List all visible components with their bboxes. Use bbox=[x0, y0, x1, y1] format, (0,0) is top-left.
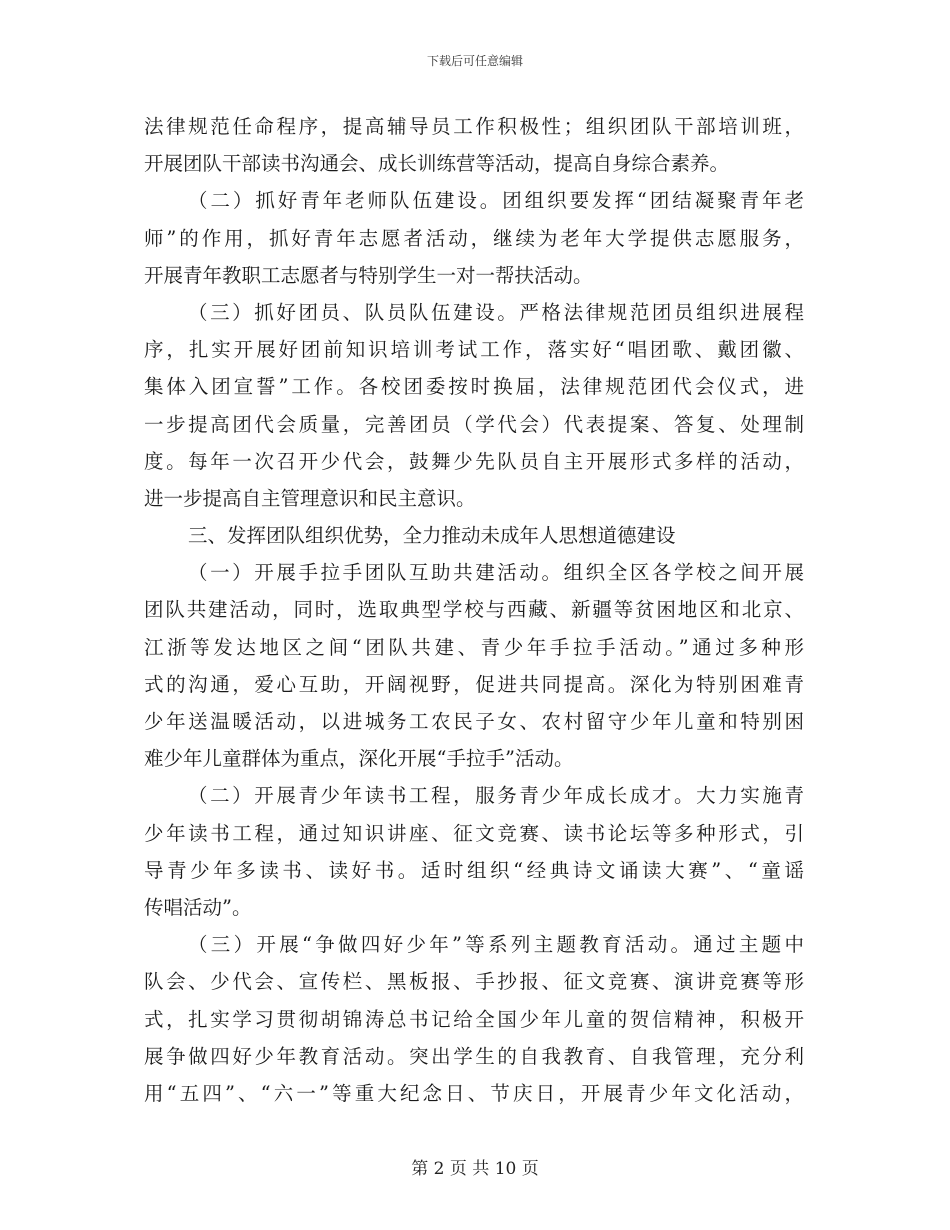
text-line: 式，扎实学习贯彻胡锦涛总书记给全国少年儿童的贺信精神，积极开 bbox=[144, 1007, 804, 1031]
text-line: 团队共建活动，同时，选取典型学校与西藏、新疆等贫困地区和北京、 bbox=[144, 598, 804, 622]
text-line: 开展青年教职工志愿者与特别学生一对一帮扶活动。 bbox=[144, 263, 593, 287]
text-line: （三）抓好团员、队员队伍建设。严格法律规范团员组织进展程 bbox=[188, 300, 804, 324]
text-line: 法律规范任命程序，提高辅导员工作积极性；组织团队干部培训班， bbox=[144, 115, 804, 138]
text-line: 导青少年多读书、读好书。适时组织“经典诗文诵读大赛”、“童谣 bbox=[144, 858, 804, 882]
text-line: （一）开展手拉手团队互助共建活动。组织全区各学校之间开展 bbox=[188, 561, 804, 585]
text-line: 开展团队干部读书沟通会、成长训练营等活动，提高自身综合素养。 bbox=[144, 152, 730, 176]
text-line: 用“五四”、“六一”等重大纪念日、节庆日，开展青少年文化活动， bbox=[144, 1081, 804, 1105]
text-line: 集体入团宣誓”工作。各校团委按时换届，法律规范团代会仪式，进 bbox=[144, 375, 804, 399]
text-line: （三）开展“争做四好少年”等系列主题教育活动。通过主题中 bbox=[188, 933, 804, 957]
text-line: 一步提高团代会质量，完善团员（学代会）代表提案、答复、处理制 bbox=[144, 412, 804, 436]
text-line: 少年读书工程，通过知识讲座、征文竞赛、读书论坛等多种形式，引 bbox=[144, 821, 804, 845]
text-line: 三、发挥团队组织优势，全力推动未成年人思想道德建设 bbox=[188, 524, 676, 548]
text-line: 师”的作用，抓好青年志愿者活动，继续为老年大学提供志愿服务， bbox=[144, 226, 804, 250]
document-body bbox=[144, 108, 804, 1112]
text-line: 展争做四好少年教育活动。突出学生的自我教育、自我管理，充分利 bbox=[144, 1044, 804, 1068]
text-line: 江浙等发达地区之间“团队共建、青少年手拉手活动。”通过多种形 bbox=[144, 635, 804, 659]
text-line: 进一步提高自主管理意识和民主意识。 bbox=[144, 486, 476, 510]
text-line: 式的沟通，爱心互助，开阔视野，促进共同提高。深化为特别困难青 bbox=[144, 672, 804, 696]
page-footer: 第 2 页 共 10 页 bbox=[411, 1159, 539, 1179]
text-line: 传唱活动”。 bbox=[144, 895, 252, 919]
text-line: （二）开展青少年读书工程，服务青少年成长成才。大力实施青 bbox=[188, 784, 804, 808]
page-header: 下载后可任意编辑 bbox=[426, 54, 523, 68]
text-line: 序，扎实开展好团前知识培训考试工作，落实好“唱团歌、戴团徽、 bbox=[144, 338, 804, 362]
text-line: 度。每年一次召开少代会，鼓舞少先队员自主开展形式多样的活动， bbox=[144, 449, 804, 473]
text-line: （二）抓好青年老师队伍建设。团组织要发挥“团结凝聚青年老 bbox=[188, 189, 804, 213]
text-line: 难少年儿童群体为重点，深化开展“手拉手”活动。 bbox=[144, 747, 574, 771]
text-line: 少年送温暖活动，以进城务工农民子女、农村留守少年儿童和特别困 bbox=[144, 710, 804, 733]
text-line: 队会、少代会、宣传栏、黑板报、手抄报、征文竞赛、演讲竞赛等形 bbox=[144, 970, 804, 994]
